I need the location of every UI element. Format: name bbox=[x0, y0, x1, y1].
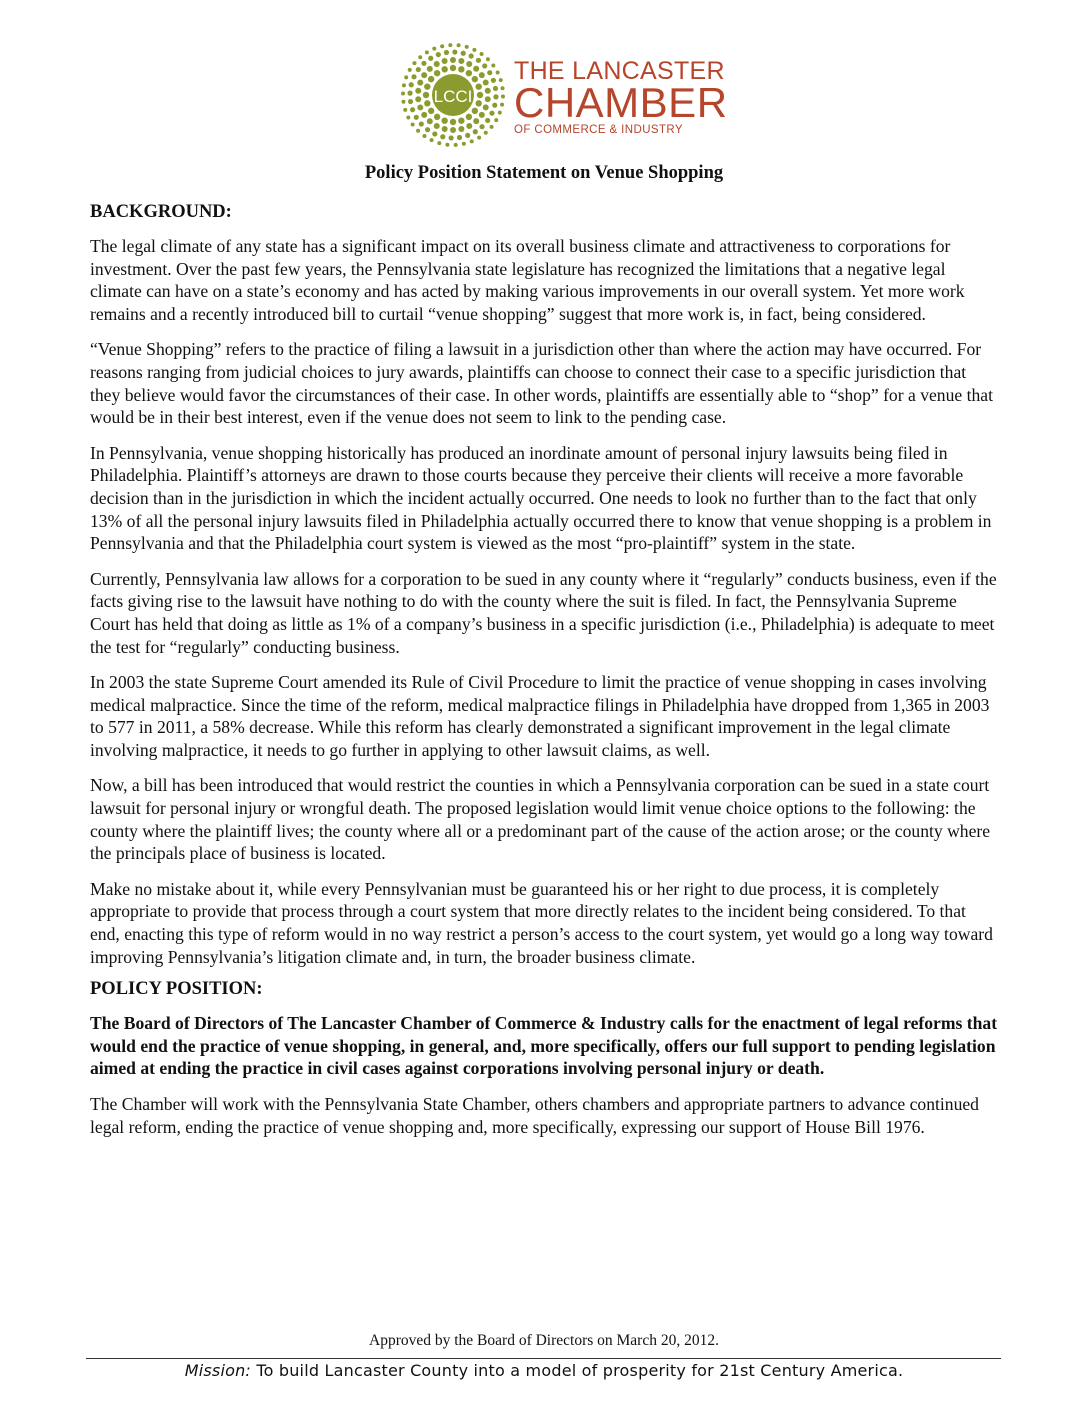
logo-dot bbox=[401, 100, 405, 104]
logo-dot bbox=[499, 78, 503, 82]
logo-dot bbox=[457, 43, 461, 47]
logo-dot bbox=[477, 92, 483, 98]
logo-dot bbox=[483, 104, 489, 110]
logo-dot bbox=[416, 67, 421, 72]
logo-dot bbox=[461, 51, 466, 56]
background-paragraph: In 2003 the state Supreme Court amended its Rule of Civil Procedure to limit the practice of venue shopping in cases involving medical malpractice. Since the time of the reform, medical malpractice filings in Philadelphia have dropped from 1,365 in 2003 to 577 in 2011, a 58% decrease. While this reform has clearly demonstrated a significant improvement in the legal climate involving malpractice, it needs to go further in applying to other lawsuit claims, as well. bbox=[90, 672, 990, 760]
logo-dot bbox=[408, 99, 413, 104]
logo-dot bbox=[465, 45, 469, 49]
logo-dot bbox=[458, 58, 464, 64]
logo-dot bbox=[428, 76, 434, 82]
logo-dot bbox=[477, 136, 481, 140]
logo-dot bbox=[472, 108, 478, 114]
logo-dot bbox=[425, 50, 429, 54]
logo-dot bbox=[419, 121, 424, 126]
logo-dot bbox=[479, 112, 485, 118]
background-paragraph: Now, a bill has been introduced that would restrict the counties in which a Pennsylvania corporation can be sued in a state court lawsuit for personal injury or wrongful death. The proposed legislation would limit venue choice options to the following: the county where the plaintiff lives; the county where all or a predominant part of the cause of the action arose; or the county where the principals place of business is located. bbox=[90, 775, 991, 864]
lcci-logo bbox=[400, 42, 506, 148]
logo-dot bbox=[472, 76, 478, 82]
logo-dot bbox=[434, 70, 440, 76]
background-paragraph: The legal climate of any state has a significant impact on its overall business climate and attractiveness to corporations for investment. Over the past few years, the Pennsylvania state legislature has recognized the limitations that a negative legal climate can have on a state’s economy and has acted by making various improvements in our overall system. Yet more work remains and a recently introduced bill to curtail “venue shopping” suggest that more work is, in fact, being considered. bbox=[90, 236, 965, 324]
logo-dot bbox=[411, 74, 416, 79]
logo-dot bbox=[485, 88, 491, 94]
logo-dot bbox=[444, 50, 449, 55]
logo-dot bbox=[442, 126, 448, 132]
org-name-line3: OF COMMERCE & INDUSTRY bbox=[514, 124, 683, 136]
logo-dot bbox=[454, 143, 458, 147]
logo-dot bbox=[450, 119, 456, 125]
mission-text: To build Lancaster County into a model of prosperity for 21st Century America. bbox=[256, 1361, 904, 1380]
logo-dot bbox=[493, 86, 498, 91]
logo-dot bbox=[421, 112, 427, 118]
logo-dot bbox=[441, 66, 447, 72]
logo-dot bbox=[401, 92, 405, 96]
org-name-line1: THE LANCASTER bbox=[514, 57, 725, 85]
logo-dot bbox=[432, 47, 436, 51]
logo-dot bbox=[424, 100, 430, 106]
logo-dot bbox=[421, 72, 427, 78]
logo-dot bbox=[442, 58, 448, 64]
logo-dot bbox=[450, 65, 456, 71]
logo-dot bbox=[466, 61, 472, 67]
background-paragraph: Currently, Pennsylvania law allows for a corporation to be sued in any county where it “regularly” conducts business, even if the facts giving rise to the lawsuit have nothing to do with the county where the suit is filed. In fact, the Pennsylvania Supreme Court has held that doing as little as 1% of a company’s business in a specific jurisdiction (i.e., Philadelphia) is adequate to meet the test for “regularly” conducting business. bbox=[90, 568, 997, 657]
background-heading: BACKGROUND: bbox=[90, 202, 232, 222]
logo-dot bbox=[479, 124, 484, 129]
logo-dot bbox=[452, 49, 457, 54]
logo-dot bbox=[479, 72, 485, 78]
background-paragraph: “Venue Shopping” refers to the practice of filing a lawsuit in a jurisdiction other than where the action may have occurred. For reasons ranging from judicial choices to jury awards, plaintiffs can choose to connect their case to a specific jurisdiction that they believe would favor the circumstances of their case. In other words, plaintiffs are essentially able to “shop” for a venue that would be in their best interest, even if the venue does not seem to link to the pending case. bbox=[90, 339, 993, 428]
logo-dot bbox=[480, 52, 484, 56]
logo-dot bbox=[486, 57, 490, 61]
logo-dot bbox=[465, 133, 470, 138]
org-name bbox=[514, 58, 728, 138]
logo-dot bbox=[408, 68, 412, 72]
logo-dot bbox=[501, 86, 505, 90]
logo-dot bbox=[496, 71, 500, 75]
logo-dot bbox=[424, 83, 430, 89]
logo-dot bbox=[427, 118, 433, 124]
logo-dot bbox=[457, 135, 462, 140]
logo-dot bbox=[432, 131, 437, 136]
logo-dot bbox=[500, 103, 504, 107]
logo-dot bbox=[418, 55, 422, 59]
logo-dot bbox=[422, 134, 426, 138]
logo-dot bbox=[421, 61, 426, 66]
mission-label: Mission: bbox=[184, 1361, 252, 1380]
logo-dot bbox=[434, 123, 440, 129]
logo-dot bbox=[473, 118, 479, 124]
logo-dot bbox=[473, 129, 478, 134]
logo-dot bbox=[472, 48, 476, 52]
logo-dot bbox=[436, 52, 441, 57]
logo-dot bbox=[428, 56, 433, 61]
logo-dot bbox=[466, 123, 472, 129]
logo-dot bbox=[492, 103, 497, 108]
logo-dot bbox=[493, 94, 498, 99]
logo-dot bbox=[428, 108, 434, 114]
logo-dot bbox=[482, 63, 487, 68]
logo-dot bbox=[434, 61, 440, 67]
logo-dot bbox=[490, 125, 494, 129]
logo-dot bbox=[404, 75, 408, 79]
logo-dot bbox=[476, 58, 481, 63]
logo-dot bbox=[498, 111, 502, 115]
logo-dot bbox=[475, 100, 481, 106]
logo-dot bbox=[449, 135, 454, 140]
logo-dot bbox=[417, 104, 423, 110]
logo-dot bbox=[458, 117, 464, 123]
logo-dot bbox=[470, 139, 474, 143]
logo-dot bbox=[410, 107, 415, 112]
logo-dot bbox=[440, 44, 444, 48]
logo-dot bbox=[469, 53, 474, 58]
logo-dot bbox=[403, 108, 407, 112]
logo-dot bbox=[440, 134, 445, 139]
logo-dot bbox=[458, 66, 464, 72]
logo-dot bbox=[406, 116, 410, 120]
logo-dot bbox=[485, 96, 491, 102]
logo-dot bbox=[415, 88, 421, 94]
logo-dot bbox=[448, 43, 452, 47]
approval-note: Approved by the Board of Directors on March 20, 2012. bbox=[369, 1332, 719, 1349]
document-body bbox=[90, 201, 998, 1151]
logo-dot bbox=[412, 61, 416, 65]
logo-dot bbox=[415, 96, 421, 102]
logo-dot bbox=[491, 63, 495, 67]
logo-dot bbox=[416, 129, 420, 133]
logo-dot bbox=[473, 66, 479, 72]
logo-dot bbox=[427, 66, 433, 72]
policy-heading: POLICY POSITION: bbox=[90, 979, 263, 1000]
logo-dot bbox=[411, 123, 415, 127]
logo-dot bbox=[484, 131, 488, 135]
logo-dot bbox=[475, 83, 481, 89]
logo-dot bbox=[494, 118, 498, 122]
logo-dot bbox=[434, 114, 440, 120]
logo-dot bbox=[407, 91, 412, 96]
logo-dot bbox=[414, 115, 419, 120]
logo-dot bbox=[409, 82, 414, 87]
logo-dot bbox=[466, 114, 472, 120]
logo-dot bbox=[425, 127, 430, 132]
logo-dot bbox=[450, 127, 456, 133]
logo-dot bbox=[487, 70, 492, 75]
logo-dot bbox=[489, 111, 494, 116]
background-paragraph: In Pennsylvania, venue shopping historically has produced an inordinate amount of personal injury lawsuits being filed in Philadelphia. Plaintiff’s attorneys are drawn to those courts because they perceive their clients will receive a more favorable decision than in the jurisdiction in which the incident actually occurred. One needs to look no further than to the fact that only 13% of all the personal injury lawsuits filed in Philadelphia actually occurred there to know that venue shopping is a problem in Pennsylvania and that the Philadelphia court system is viewed as the most “pro-plaintiff” system in the state. bbox=[90, 442, 992, 554]
logo-dot bbox=[491, 78, 496, 83]
policy-statement: The Board of Directors of The Lancaster Chamber of Commerce & Industry calls for the enactment of legal reforms that would end the practice of venue shopping, in general, and, more specifically, offers our full support to pending legislation aimed at ending the practice in civil cases against corporations involving personal injury or death. bbox=[90, 1013, 998, 1079]
logo-dot bbox=[417, 80, 423, 86]
mission-statement bbox=[0, 1361, 1088, 1380]
logo-dot bbox=[402, 83, 406, 87]
logo-dot bbox=[462, 142, 466, 146]
logo-dot bbox=[437, 141, 441, 145]
logo-dot bbox=[466, 70, 472, 76]
policy-paragraph: The Chamber will work with the Pennsylvania State Chamber, others chambers and appropriate partners to advance continued legal reform, ending the practice of venue shopping and, more specifically, expressing our support of House Bill 1976. bbox=[90, 1094, 979, 1137]
letterhead bbox=[0, 40, 1088, 140]
logo-dot bbox=[423, 92, 429, 98]
background-paragraph: Make no mistake about it, while every Pennsylvanian must be guaranteed his or her right to due process, it is completely appropriate to provide that process through a court system that more directly relates to the incident being considered. To that end, enacting this type of reform would in no way restrict a person’s access to the court system, yet would go a long way toward improving Pennsylvania’s litigation climate and, in turn, the broader business climate. bbox=[90, 878, 993, 967]
logo-dot bbox=[445, 143, 449, 147]
logo-dot bbox=[501, 94, 505, 98]
logo-text: LCCI bbox=[433, 87, 473, 106]
logo-dot bbox=[450, 57, 456, 63]
footer-divider bbox=[86, 1358, 1001, 1359]
org-name-line2: CHAMBER bbox=[514, 79, 728, 126]
logo-dot bbox=[485, 118, 490, 123]
logo-dot bbox=[441, 117, 447, 123]
document-title: Policy Position Statement on Venue Shopping bbox=[364, 163, 724, 183]
logo-dot bbox=[483, 80, 489, 86]
logo-dot bbox=[430, 138, 434, 142]
logo-dot bbox=[458, 126, 464, 132]
